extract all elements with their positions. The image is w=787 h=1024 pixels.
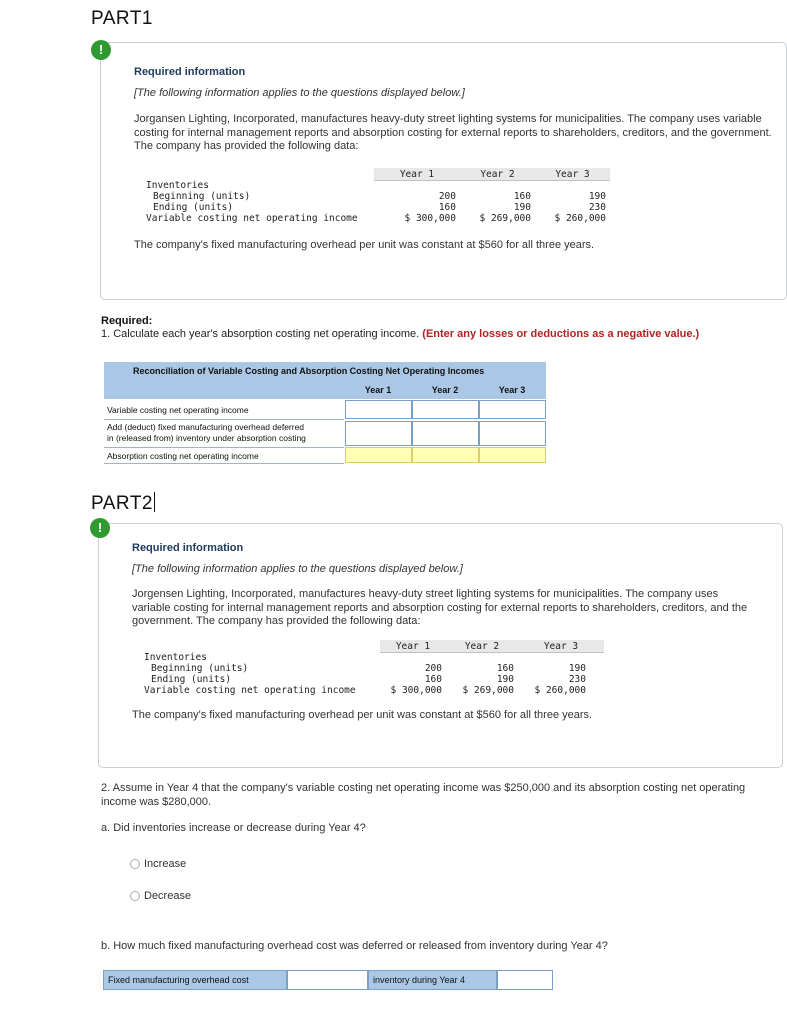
part1-description: Jorgansen Lighting, Incorporated, manufactures heavy-duty street lighting systems for municipalities. The company uses variable costing for internal management reports and absorption costing for external reports to shareholders, creditors, and the government. The company has provided the following data:	[134, 113, 772, 152]
fixed-overhead-cost-label: Fixed manufacturing overhead cost	[103, 970, 287, 990]
beginning-label: Beginning (units)	[153, 191, 251, 202]
vc-income-y2: $ 269,000	[479, 213, 531, 224]
ending-y2: 190	[513, 202, 531, 213]
part2-description: Jorgensen Lighting, Incorporated, manufactures heavy-duty street lighting systems for municipalities. The company uses variable costing for internal management reports and absorption costing for external reports to shareholders, creditors, and the government. The company has provided the following data:	[132, 588, 748, 627]
part1-title: PART1	[91, 8, 153, 29]
deferred-input-year3[interactable]	[479, 421, 546, 446]
vc-income-input-year1[interactable]	[345, 400, 412, 419]
required1-red-note: (Enter any losses or deductions as a negative value.)	[422, 328, 700, 340]
recon-col-year2: Year 2	[431, 385, 459, 395]
part2-title	[91, 492, 155, 515]
radio-decrease-label: Decrease	[144, 890, 192, 902]
ending-y2: 190	[496, 674, 514, 685]
ending-label: Ending (units)	[153, 202, 234, 213]
deferred-input-year2[interactable]	[412, 421, 479, 446]
year1-header: Year 1	[374, 168, 460, 181]
part2-note: [The following information applies to the questions displayed below.]	[132, 563, 463, 575]
ending-label: Ending (units)	[151, 674, 232, 685]
required-label: Required:	[101, 315, 153, 327]
part1-fixed-overhead-note: The company's fixed manufacturing overhead per unit was constant at $560 for all three years.	[134, 239, 595, 251]
part2-fixed-overhead-note: The company's fixed manufacturing overhead per unit was constant at $560 for all three years.	[132, 709, 593, 721]
part1-required-information: Required information	[134, 66, 246, 78]
year2-header: Year 2	[446, 640, 518, 653]
vc-income-label: Variable costing net operating income	[144, 685, 356, 696]
beginning-y2: 160	[513, 191, 531, 202]
recon-row-line	[104, 419, 344, 420]
recon-title: Reconciliation of Variable Costing and Absorption Costing Net Operating Incomes	[133, 366, 485, 376]
part2-title-text: PART2	[91, 493, 153, 514]
vc-income-y1: $ 300,000	[404, 213, 456, 224]
recon-col-year1: Year 1	[364, 385, 392, 395]
radio-circle[interactable]	[130, 891, 140, 901]
radio-increase-label: Increase	[144, 858, 187, 870]
beginning-y2: 160	[496, 663, 514, 674]
deferred-released-select[interactable]	[287, 970, 368, 990]
required1-text	[101, 328, 781, 340]
ac-income-input-year2[interactable]	[412, 447, 479, 463]
alert-icon: !	[90, 518, 110, 538]
ending-y3: 230	[588, 202, 606, 213]
part1-note: [The following information applies to the questions displayed below.]	[134, 87, 465, 99]
recon-row-deferred-a: Add (deduct) fixed manufacturing overhead deferred	[107, 422, 305, 432]
fixed-overhead-amount-input[interactable]	[497, 970, 553, 990]
inventories-label: Inventories	[144, 652, 207, 663]
radio-circle[interactable]	[130, 859, 140, 869]
question2-text: 2. Assume in Year 4 that the company's variable costing net operating income was $250,000 and its absorption costing net operating income was $280,000.	[101, 782, 746, 808]
recon-row-ac-income: Absorption costing net operating income	[107, 451, 259, 461]
ending-y3: 230	[568, 674, 586, 685]
part2-required-information: Required information	[132, 542, 244, 554]
year3-header: Year 3	[535, 168, 610, 181]
vc-income-input-year3[interactable]	[479, 400, 546, 419]
ending-y1: 160	[424, 674, 442, 685]
text-caret	[154, 492, 155, 512]
radio-increase[interactable]	[130, 858, 186, 870]
recon-row-line	[104, 463, 344, 464]
ac-income-input-year1[interactable]	[345, 447, 412, 463]
ending-y1: 160	[438, 202, 456, 213]
beginning-y3: 190	[588, 191, 606, 202]
recon-col-year3: Year 3	[498, 385, 526, 395]
inventories-label: Inventories	[146, 180, 209, 191]
deferred-input-year1[interactable]	[345, 421, 412, 446]
alert-icon: !	[91, 40, 111, 60]
ac-income-input-year3[interactable]	[479, 447, 546, 463]
inventory-year4-label: inventory during Year 4	[368, 970, 497, 990]
recon-row-vc-income: Variable costing net operating income	[107, 405, 249, 415]
year1-header: Year 1	[380, 640, 446, 653]
vc-income-y2: $ 269,000	[462, 685, 514, 696]
vc-income-y3: $ 260,000	[534, 685, 586, 696]
vc-income-label: Variable costing net operating income	[146, 213, 358, 224]
question2-part-b: b. How much fixed manufacturing overhead cost was deferred or released from inventory during Year 4?	[101, 940, 608, 952]
required1-instruction: 1. Calculate each year's absorption costing net operating income.	[101, 328, 420, 340]
question2-part-a: a. Did inventories increase or decrease during Year 4?	[101, 822, 366, 834]
year2-header: Year 2	[460, 168, 535, 181]
beginning-y3: 190	[568, 663, 586, 674]
vc-income-input-year2[interactable]	[412, 400, 479, 419]
vc-income-y3: $ 260,000	[554, 213, 606, 224]
beginning-y1: 200	[424, 663, 442, 674]
beginning-label: Beginning (units)	[151, 663, 249, 674]
radio-decrease[interactable]	[130, 890, 191, 902]
vc-income-y1: $ 300,000	[390, 685, 442, 696]
beginning-y1: 200	[438, 191, 456, 202]
year3-header: Year 3	[518, 640, 604, 653]
recon-row-deferred-b: in (released from) inventory under absorption costing	[107, 433, 306, 443]
recon-row-line	[104, 447, 344, 448]
